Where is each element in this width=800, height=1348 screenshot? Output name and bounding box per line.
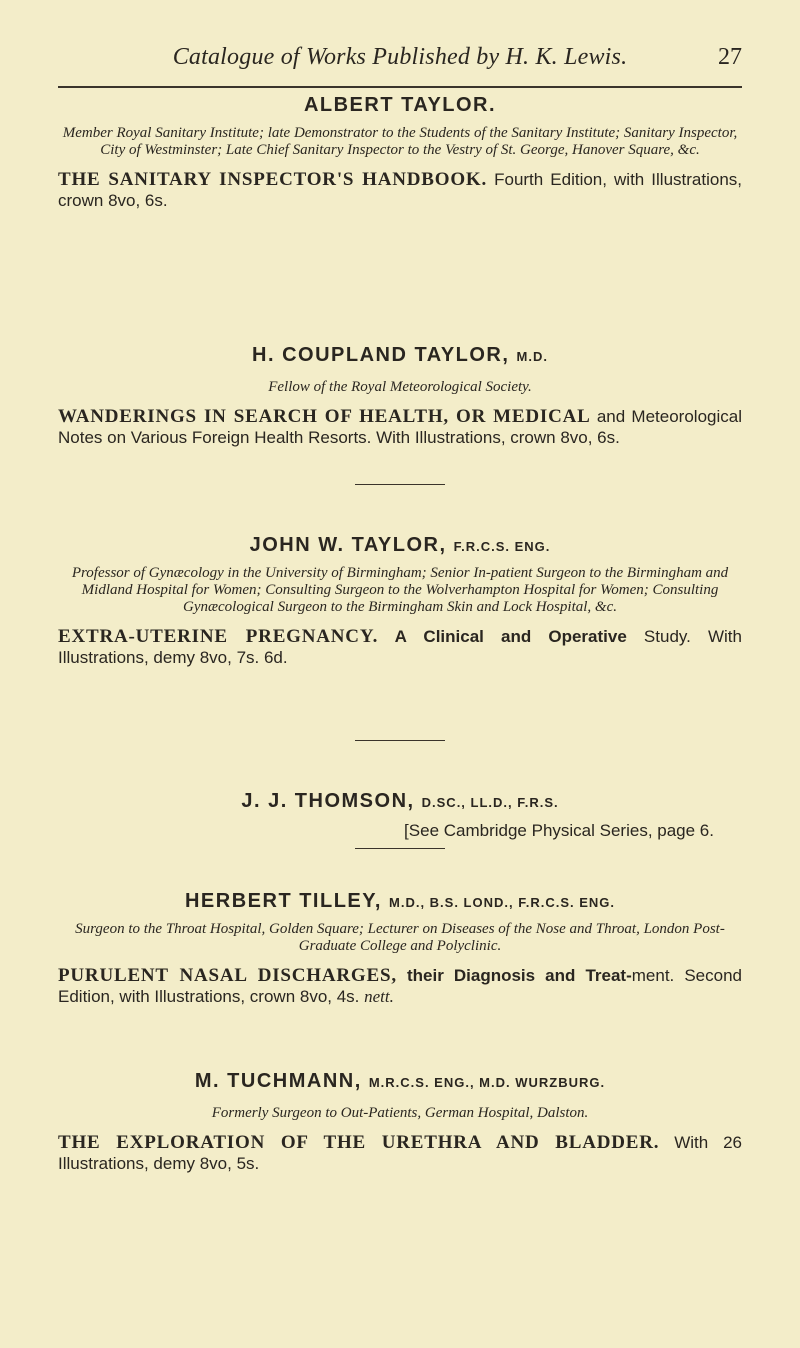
author-name: HERBERT TILLEY, M.D., B.S. LOND., F.R.C.S. ENG.	[184, 890, 616, 912]
author-bio: Formerly Surgeon to Out-Patients, German Hospital, Dalston.	[211, 1105, 589, 1121]
work-entry: PURULENT NASAL DISCHARGES, their Diagnosis and Treat-ment. Second Edition, with Illustrations, crown 8vo, 4s. nett.	[58, 965, 743, 1006]
header-title: Catalogue of Works Published by H. K. Lewis.	[172, 44, 628, 70]
page-number: 27	[718, 44, 742, 70]
work-entry: THE SANITARY INSPECTOR'S HANDBOOK. Fourth Edition, with Illustrations, crown 8vo, 6s.	[58, 169, 743, 210]
author-name: M. TUCHMANN, M.R.C.S. ENG., M.D. WURZBURG.	[194, 1070, 606, 1092]
separator-rule	[355, 484, 445, 485]
running-header	[58, 44, 742, 84]
author-name: J. J. THOMSON, D.SC., LL.D., F.R.S.	[241, 790, 559, 812]
separator-rule	[355, 848, 445, 849]
entry-h-coupland-taylor	[58, 344, 742, 448]
entry-m-tuchmann	[58, 1070, 742, 1174]
author-bio: Fellow of the Royal Meteorological Society.	[268, 379, 532, 395]
author-bio: Professor of Gynæcology in the University of Birmingham; Senior In-patient Surgeon to the Birmingham and Midland Hospital for Women; Consulting Surgeon to the Wolverhampton Hospital for Women; Consulting Gynæcological Surgeon to the Birmingham Skin and Lock Hospital, &c.	[71, 565, 729, 615]
entry-herbert-tilley	[58, 890, 742, 1007]
author-name: H. COUPLAND TAYLOR, M.D.	[252, 344, 548, 366]
entry-j-j-thomson	[58, 790, 742, 841]
header-rule	[58, 86, 742, 88]
entry-albert-taylor	[58, 94, 742, 211]
work-entry: THE EXPLORATION OF THE URETHRA AND BLADDER. With 26 Illustrations, demy 8vo, 5s.	[58, 1132, 742, 1173]
work-entry: WANDERINGS IN SEARCH OF HEALTH, OR MEDICAL and Meteorological Notes on Various Foreign Health Resorts. With Illustrations, crown 8vo, 6s.	[58, 406, 742, 447]
separator-rule	[355, 740, 445, 741]
author-name: ALBERT TAYLOR.	[303, 94, 497, 116]
author-bio: Surgeon to the Throat Hospital, Golden Square; Lecturer on Diseases of the Nose and Throat, London Post-Graduate College and Polyclinic.	[75, 921, 725, 954]
entry-john-w-taylor	[58, 534, 742, 668]
author-bio: Member Royal Sanitary Institute; late Demonstrator to the Students of the Sanitary Institute; Sanitary Inspector, City of Westminster; Late Chief Sanitary Inspector to the Vestry of St. George, Hanover Square, &c.	[62, 125, 738, 158]
cross-reference: [See Cambridge Physical Series, page 6.	[404, 821, 714, 840]
work-entry: EXTRA-UTERINE PREGNANCY. A Clinical and Operative Study. With Illustrations, demy 8vo, 7s. 6d.	[58, 626, 742, 667]
author-name: JOHN W. TAYLOR, F.R.C.S. ENG.	[249, 534, 551, 556]
